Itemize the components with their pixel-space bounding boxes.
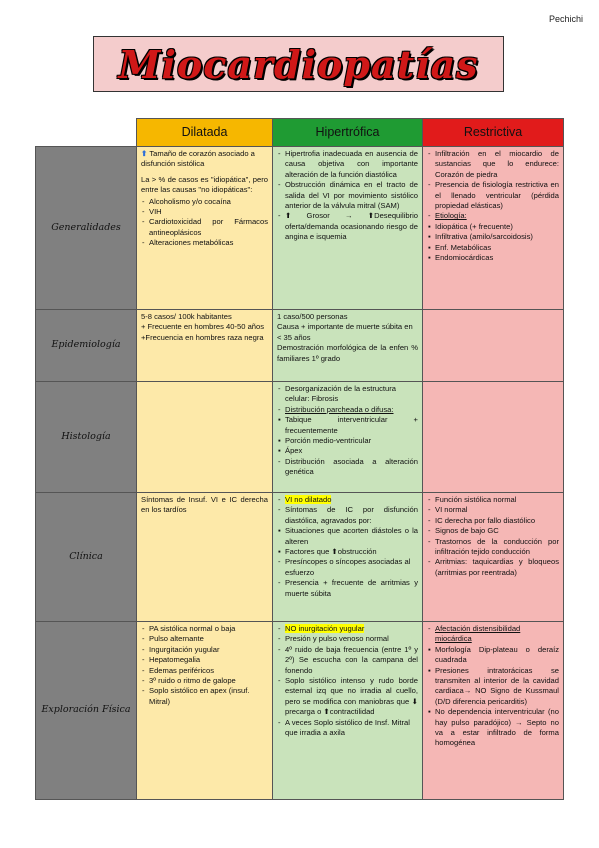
- list-item: ▪ Morfología Dip-plateau o deraíz cuadrada: [435, 645, 559, 666]
- list-item: - Distribución asociada a alteración genética: [285, 457, 418, 478]
- text-line: Causa + importante de muerte súbita en < 35 años: [277, 322, 413, 342]
- list-item: - IC derecha por fallo diastólico: [435, 516, 559, 526]
- highlight-text: VI no dilatado: [285, 495, 332, 504]
- highlight-text: NO inurgitación yugular: [285, 624, 365, 633]
- cell-exploracion-hipertrofica: [273, 622, 423, 800]
- list-item: - A veces Soplo sistólico de Insf. Mitral que irradia a axila: [285, 718, 418, 739]
- list-item: - Etiología:: [435, 211, 559, 221]
- list-item: - Hepatomegalia: [149, 655, 268, 665]
- text-line: Demostración morfológica de la enfen % familiares 1º grado: [277, 343, 418, 363]
- list-item: - Síntomas de IC por disfunción diastólica, agravados por:: [285, 505, 418, 526]
- text-line: +Frecuencia en hombres raza negra: [141, 332, 264, 342]
- list-item: ▪ Enf. Metabólicas: [435, 243, 559, 253]
- list-item: - 3º ruido o ritmo de galope: [149, 676, 268, 686]
- list-item: - Soplo sistólico intenso y rudo borde esternal izq que no irradia al cuello, pero se modifica con maniobras que ⬇ precarga o ⬆contractilidad: [285, 676, 418, 718]
- pct-line: La > % de casos es "idiopática", pero entre las causas "no idiopáticas":: [141, 174, 268, 195]
- list-item: - Desorganización de la estructura celular: Fibrosis: [285, 384, 418, 405]
- comparison-table: [35, 118, 564, 800]
- row-label-generalidades: Generalidades: [36, 147, 137, 310]
- list-item: - Alcoholismo y/o cocaína: [149, 197, 268, 207]
- row-generalidades: [36, 147, 564, 310]
- row-clinica: [36, 493, 564, 622]
- list-item: ▪ Infiltrativa (amilo/sarcoidosis): [435, 232, 559, 242]
- list-item: ▪ Presiones intratorácicas se transmiten al interior de la cavidad cardiaca→ NO Signo de Kussmaul (D/D diferencia pericarditis): [435, 666, 559, 708]
- list-item: - Presión y pulso venoso normal: [285, 634, 418, 644]
- list-item: - ⬆ Grosor → ⬆Desequilibrio oferta/demanda ocasionando riesgo de angina e isquemia: [285, 211, 418, 242]
- list-item: - Distribución parcheada o difusa:: [285, 405, 418, 415]
- list-item: - Arritmias: taquicardias y bloqueos (arritmias por reentrada): [435, 557, 559, 578]
- row-exploracion: [36, 622, 564, 800]
- list-item: ▪ Situaciones que acorten diástoles o la alteren: [285, 526, 418, 547]
- cell-histologia-hipertrofica: [273, 382, 423, 493]
- cell-generalidades-dilatada: [137, 147, 273, 310]
- list-item: - Edemas periféricos: [149, 666, 268, 676]
- cell-clinica-dilatada: [137, 493, 273, 622]
- text-line: + Frecuente en hombres 40-50 años: [141, 322, 265, 332]
- text-line: 1 caso/500 personas: [277, 312, 348, 321]
- list-item: - Alteraciones metabólicas: [149, 238, 268, 248]
- list-item: - Función sistólica normal: [435, 495, 559, 505]
- row-label-clinica: Clínica: [36, 493, 137, 622]
- list-item: ▪ Porción medio-ventricular: [285, 436, 418, 446]
- cell-epidemiologia-restrictiva: [423, 310, 564, 382]
- cell-generalidades-restrictiva: [423, 147, 564, 310]
- list-item: - Signos de bajo GC: [435, 526, 559, 536]
- text-line: Síntomas de Insuf. VI e IC derecha en los tardíos: [141, 495, 268, 515]
- list-item: - Trastornos de la conducción por infiltración tejido conducción: [435, 537, 559, 558]
- list-item: ▪ Endomiocárdicas: [435, 253, 559, 263]
- list-item: ▪ Ápex: [285, 446, 418, 456]
- text-line: 5-8 casos/ 100k habitantes: [141, 312, 232, 321]
- title-banner: [93, 36, 504, 92]
- list-item: ▪ Tabique interventricular + frecuentemente: [285, 415, 418, 436]
- column-header-dilatada: Dilatada: [137, 119, 273, 147]
- list-item: - 4º ruido de baja frecuencia (entre 1º y 2º) Se escucha con la campana del fonendo: [285, 645, 418, 676]
- list-item: ▪ No dependencia interventricular (no hay pulso paradójico) → Septo no va a estar infiltrado de forma homogénea: [435, 707, 559, 749]
- cell-exploracion-restrictiva: [423, 622, 564, 800]
- cell-generalidades-hipertrofica: [273, 147, 423, 310]
- list-item: - Hipertrofia inadecuada en ausencia de causa objetiva con importante alteración de la función diastólica: [285, 149, 418, 180]
- list-item: ▪ Idiopática (+ frecuente): [435, 222, 559, 232]
- list-item: - Presencia de fisiología restrictiva en el llenado ventricular (pérdida propiedad elásticas): [435, 180, 559, 211]
- cell-epidemiologia-hipertrofica: [273, 310, 423, 382]
- list-item: - Ingurgitación yugular: [149, 645, 268, 655]
- list-item: - PA sistólica normal o baja: [149, 624, 268, 634]
- cell-exploracion-dilatada: [137, 622, 273, 800]
- list-item: - Afectación distensibilidad miocárdica: [435, 624, 559, 645]
- cell-clinica-restrictiva: [423, 493, 564, 622]
- list-item: - Soplo sistólico en apex (insuf. Mitral): [149, 686, 268, 707]
- list-item: - Obstrucción dinámica en el tracto de salida del VI por movimiento sistólico anterior de la válvula mitral (SAM): [285, 180, 418, 211]
- list-item: ▪ Factores que ⬆obstrucción: [285, 547, 418, 557]
- list-item: - Pulso alternante: [149, 634, 268, 644]
- list-item: - Infiltración en el miocardio de sustancias que lo endurece: Corazón de piedra: [435, 149, 559, 180]
- intro-text: Tamaño de corazón asociado a disfunción sistólica: [141, 149, 255, 169]
- page-title: Miocardiopatías: [118, 41, 479, 87]
- cell-histologia-dilatada: [137, 382, 273, 493]
- row-label-exploracion: Exploración Física: [36, 622, 137, 800]
- list-item: - VI normal: [435, 505, 559, 515]
- row-label-epidemiologia: Epidemiología: [36, 310, 137, 382]
- list-item: - Cardiotoxicidad por Fármacos antineoplásicos: [149, 217, 268, 238]
- list-item: - Presíncopes o síncopes asociadas al esfuerzo: [285, 557, 418, 578]
- header-row: [36, 119, 564, 147]
- cell-clinica-hipertrofica: [273, 493, 423, 622]
- corner-cell: [36, 119, 137, 147]
- row-histologia: [36, 382, 564, 493]
- row-label-histologia: Histología: [36, 382, 137, 493]
- list-item: - VIH: [149, 207, 268, 217]
- cell-histologia-restrictiva: [423, 382, 564, 493]
- cell-epidemiologia-dilatada: [137, 310, 273, 382]
- row-epidemiologia: [36, 310, 564, 382]
- arrow-up-icon: ⬆: [141, 149, 148, 158]
- column-header-restrictiva: Restrictiva: [423, 119, 564, 147]
- list-item: - Presencia + frecuente de arritmias y muerte súbita: [285, 578, 418, 599]
- column-header-hipertrofica: Hipertrófica: [273, 119, 423, 147]
- author-name: Pechichi: [548, 14, 583, 24]
